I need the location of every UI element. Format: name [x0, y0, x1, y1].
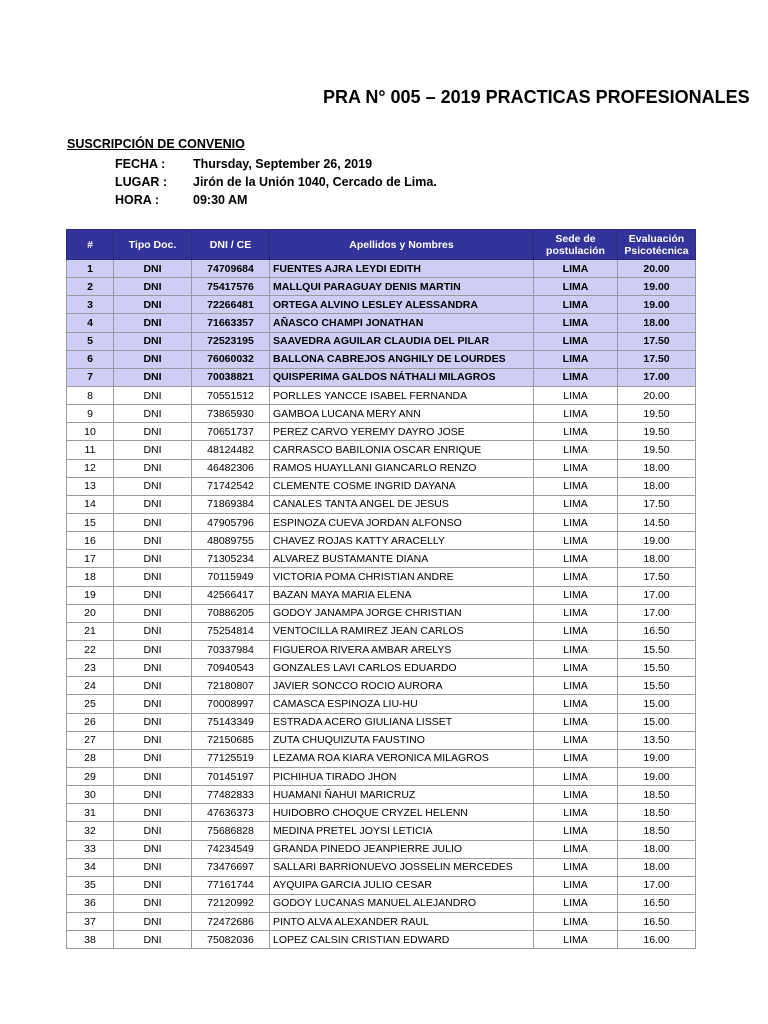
cell-dni: 70940543: [192, 659, 270, 677]
cell-dni: 71663357: [192, 314, 270, 332]
cell-number: 21: [67, 622, 114, 640]
table-row: [67, 731, 696, 749]
cell-evaluation: 16.50: [618, 894, 696, 912]
table-row: [67, 713, 696, 731]
info-fecha: [115, 155, 372, 173]
cell-evaluation: 15.50: [618, 677, 696, 695]
cell-sede: LIMA: [534, 568, 618, 586]
cell-sede: LIMA: [534, 350, 618, 368]
cell-evaluation: 16.50: [618, 913, 696, 931]
cell-dni: 70551512: [192, 386, 270, 404]
table-row: [67, 586, 696, 604]
cell-number: 7: [67, 368, 114, 386]
cell-name: JAVIER SONCCO ROCIO AURORA: [270, 677, 534, 695]
cell-name: SAAVEDRA AGUILAR CLAUDIA DEL PILAR: [270, 332, 534, 350]
cell-number: 3: [67, 296, 114, 314]
cell-doc-type: DNI: [114, 804, 192, 822]
cell-name: MALLQUI PARAGUAY DENIS MARTIN: [270, 278, 534, 296]
cell-name: BALLONA CABREJOS ANGHILY DE LOURDES: [270, 350, 534, 368]
header-number: #: [67, 230, 114, 260]
cell-doc-type: DNI: [114, 749, 192, 767]
cell-sede: LIMA: [534, 532, 618, 550]
cell-dni: 72120992: [192, 894, 270, 912]
table-row: [67, 495, 696, 513]
cell-doc-type: DNI: [114, 296, 192, 314]
table-row: [67, 894, 696, 912]
cell-doc-type: DNI: [114, 822, 192, 840]
cell-sede: LIMA: [534, 731, 618, 749]
cell-name: CHAVEZ ROJAS KATTY ARACELLY: [270, 532, 534, 550]
cell-evaluation: 19.00: [618, 767, 696, 785]
cell-dni: 72266481: [192, 296, 270, 314]
cell-doc-type: DNI: [114, 677, 192, 695]
cell-name: LEZAMA ROA KIARA VERONICA MILAGROS: [270, 749, 534, 767]
cell-name: AYQUIPA GARCIA JULIO CESAR: [270, 876, 534, 894]
cell-name: ALVAREZ BUSTAMANTE DIANA: [270, 550, 534, 568]
cell-dni: 42566417: [192, 586, 270, 604]
cell-sede: LIMA: [534, 278, 618, 296]
cell-doc-type: DNI: [114, 459, 192, 477]
cell-doc-type: DNI: [114, 350, 192, 368]
info-fecha-label: FECHA :: [115, 157, 166, 171]
cell-sede: LIMA: [534, 640, 618, 658]
table-row: [67, 568, 696, 586]
cell-evaluation: 18.00: [618, 840, 696, 858]
cell-evaluation: 16.50: [618, 622, 696, 640]
cell-number: 22: [67, 640, 114, 658]
section-heading: SUSCRIPCIÓN DE CONVENIO: [67, 137, 245, 151]
cell-evaluation: 19.00: [618, 296, 696, 314]
cell-dni: 74709684: [192, 260, 270, 278]
cell-name: FUENTES AJRA LEYDI EDITH: [270, 260, 534, 278]
cell-evaluation: 20.00: [618, 386, 696, 404]
table-row: [67, 278, 696, 296]
cell-dni: 70115949: [192, 568, 270, 586]
cell-doc-type: DNI: [114, 913, 192, 931]
cell-sede: LIMA: [534, 840, 618, 858]
cell-sede: LIMA: [534, 386, 618, 404]
cell-sede: LIMA: [534, 767, 618, 785]
cell-doc-type: DNI: [114, 278, 192, 296]
cell-name: GONZALES LAVI CARLOS EDUARDO: [270, 659, 534, 677]
cell-name: ZUTA CHUQUIZUTA FAUSTINO: [270, 731, 534, 749]
cell-number: 27: [67, 731, 114, 749]
cell-doc-type: DNI: [114, 931, 192, 949]
cell-number: 19: [67, 586, 114, 604]
cell-number: 38: [67, 931, 114, 949]
cell-name: SALLARI BARRIONUEVO JOSSELIN MERCEDES: [270, 858, 534, 876]
cell-doc-type: DNI: [114, 622, 192, 640]
cell-doc-type: DNI: [114, 368, 192, 386]
cell-dni: 75143349: [192, 713, 270, 731]
cell-doc-type: DNI: [114, 604, 192, 622]
cell-sede: LIMA: [534, 495, 618, 513]
cell-sede: LIMA: [534, 894, 618, 912]
cell-name: QUISPERIMA GALDOS NÁTHALI MILAGROS: [270, 368, 534, 386]
table-row: [67, 477, 696, 495]
table-row: [67, 913, 696, 931]
cell-name: BAZAN MAYA MARIA ELENA: [270, 586, 534, 604]
cell-doc-type: DNI: [114, 586, 192, 604]
cell-doc-type: DNI: [114, 767, 192, 785]
info-hora-value: 09:30 AM: [193, 193, 248, 207]
results-table: [66, 229, 696, 949]
cell-dni: 73865930: [192, 405, 270, 423]
cell-number: 36: [67, 894, 114, 912]
cell-evaluation: 17.00: [618, 586, 696, 604]
cell-name: GODOY JANAMPA JORGE CHRISTIAN: [270, 604, 534, 622]
table-row: [67, 677, 696, 695]
cell-sede: LIMA: [534, 659, 618, 677]
table-row: [67, 786, 696, 804]
cell-doc-type: DNI: [114, 786, 192, 804]
table-row: [67, 604, 696, 622]
table-row: [67, 368, 696, 386]
table-row: [67, 767, 696, 785]
cell-sede: LIMA: [534, 550, 618, 568]
cell-evaluation: 14.50: [618, 513, 696, 531]
cell-evaluation: 17.50: [618, 350, 696, 368]
table-row: [67, 659, 696, 677]
cell-evaluation: 19.50: [618, 423, 696, 441]
cell-number: 31: [67, 804, 114, 822]
cell-number: 24: [67, 677, 114, 695]
cell-evaluation: 17.50: [618, 332, 696, 350]
cell-doc-type: DNI: [114, 695, 192, 713]
cell-sede: LIMA: [534, 749, 618, 767]
table-row: [67, 749, 696, 767]
cell-number: 12: [67, 459, 114, 477]
cell-evaluation: 18.00: [618, 550, 696, 568]
cell-name: ORTEGA ALVINO LESLEY ALESSANDRA: [270, 296, 534, 314]
cell-number: 34: [67, 858, 114, 876]
cell-sede: LIMA: [534, 604, 618, 622]
info-fecha-value: Thursday, September 26, 2019: [193, 157, 373, 171]
cell-number: 16: [67, 532, 114, 550]
table-row: [67, 332, 696, 350]
cell-evaluation: 18.50: [618, 804, 696, 822]
cell-evaluation: 19.50: [618, 405, 696, 423]
table-row: [67, 513, 696, 531]
cell-dni: 71869384: [192, 495, 270, 513]
cell-doc-type: DNI: [114, 532, 192, 550]
cell-sede: LIMA: [534, 260, 618, 278]
cell-dni: 70651737: [192, 423, 270, 441]
cell-dni: 48124482: [192, 441, 270, 459]
info-hora-label: HORA :: [115, 193, 159, 207]
cell-evaluation: 20.00: [618, 260, 696, 278]
cell-number: 8: [67, 386, 114, 404]
cell-doc-type: DNI: [114, 423, 192, 441]
info-lugar: [115, 173, 437, 191]
cell-evaluation: 18.00: [618, 858, 696, 876]
cell-name: PORLLES YANCCE ISABEL FERNANDA: [270, 386, 534, 404]
cell-number: 23: [67, 659, 114, 677]
cell-name: HUAMANI ÑAHUI MARICRUZ: [270, 786, 534, 804]
cell-name: FIGUEROA RIVERA AMBAR ARELYS: [270, 640, 534, 658]
cell-number: 33: [67, 840, 114, 858]
cell-evaluation: 18.00: [618, 314, 696, 332]
table-row: [67, 459, 696, 477]
cell-dni: 70337984: [192, 640, 270, 658]
cell-sede: LIMA: [534, 822, 618, 840]
cell-sede: LIMA: [534, 858, 618, 876]
cell-name: RAMOS HUAYLLANI GIANCARLO RENZO: [270, 459, 534, 477]
cell-dni: 72523195: [192, 332, 270, 350]
cell-doc-type: DNI: [114, 550, 192, 568]
cell-sede: LIMA: [534, 423, 618, 441]
cell-evaluation: 19.00: [618, 278, 696, 296]
cell-number: 26: [67, 713, 114, 731]
cell-evaluation: 17.00: [618, 876, 696, 894]
cell-sede: LIMA: [534, 405, 618, 423]
table-row: [67, 350, 696, 368]
table-row: [67, 840, 696, 858]
cell-doc-type: DNI: [114, 659, 192, 677]
cell-sede: LIMA: [534, 586, 618, 604]
cell-sede: LIMA: [534, 459, 618, 477]
cell-doc-type: DNI: [114, 314, 192, 332]
cell-sede: LIMA: [534, 332, 618, 350]
cell-dni: 72150685: [192, 731, 270, 749]
cell-doc-type: DNI: [114, 858, 192, 876]
cell-dni: 73476697: [192, 858, 270, 876]
cell-name: ESTRADA ACERO GIULIANA LISSET: [270, 713, 534, 731]
cell-doc-type: DNI: [114, 840, 192, 858]
cell-number: 5: [67, 332, 114, 350]
cell-dni: 75082036: [192, 931, 270, 949]
cell-dni: 71305234: [192, 550, 270, 568]
cell-sede: LIMA: [534, 677, 618, 695]
cell-number: 18: [67, 568, 114, 586]
table-row: [67, 822, 696, 840]
table-row: [67, 695, 696, 713]
cell-number: 29: [67, 767, 114, 785]
cell-dni: 77161744: [192, 876, 270, 894]
cell-evaluation: 17.00: [618, 368, 696, 386]
cell-doc-type: DNI: [114, 405, 192, 423]
cell-sede: LIMA: [534, 296, 618, 314]
cell-sede: LIMA: [534, 368, 618, 386]
cell-evaluation: 15.50: [618, 640, 696, 658]
cell-dni: 75686828: [192, 822, 270, 840]
cell-evaluation: 17.00: [618, 604, 696, 622]
page-title: PRA N° 005 – 2019 PRACTICAS PROFESIONALES: [323, 87, 750, 107]
cell-number: 25: [67, 695, 114, 713]
cell-number: 15: [67, 513, 114, 531]
table-header-row: [67, 230, 696, 260]
cell-dni: 47636373: [192, 804, 270, 822]
table-row: [67, 386, 696, 404]
cell-evaluation: 18.00: [618, 477, 696, 495]
cell-number: 4: [67, 314, 114, 332]
cell-number: 28: [67, 749, 114, 767]
cell-number: 17: [67, 550, 114, 568]
cell-sede: LIMA: [534, 913, 618, 931]
cell-doc-type: DNI: [114, 568, 192, 586]
cell-name: HUIDOBRO CHOQUE CRYZEL HELENN: [270, 804, 534, 822]
cell-number: 30: [67, 786, 114, 804]
cell-dni: 77482833: [192, 786, 270, 804]
cell-sede: LIMA: [534, 931, 618, 949]
cell-name: CLEMENTE COSME INGRID DAYANA: [270, 477, 534, 495]
cell-doc-type: DNI: [114, 713, 192, 731]
cell-doc-type: DNI: [114, 332, 192, 350]
cell-sede: LIMA: [534, 477, 618, 495]
cell-evaluation: 15.50: [618, 659, 696, 677]
cell-number: 1: [67, 260, 114, 278]
header-sede: Sede de postulación: [534, 230, 618, 260]
cell-number: 10: [67, 423, 114, 441]
cell-evaluation: 19.50: [618, 441, 696, 459]
cell-dni: 77125519: [192, 749, 270, 767]
cell-name: PEREZ CARVO YEREMY DAYRO JOSE: [270, 423, 534, 441]
table-row: [67, 260, 696, 278]
cell-sede: LIMA: [534, 314, 618, 332]
cell-name: ESPINOZA CUEVA JORDAN ALFONSO: [270, 513, 534, 531]
info-lugar-label: LUGAR :: [115, 175, 168, 189]
header-dni: DNI / CE: [192, 230, 270, 260]
cell-name: VENTOCILLA RAMIREZ JEAN CARLOS: [270, 622, 534, 640]
cell-doc-type: DNI: [114, 495, 192, 513]
table-row: [67, 550, 696, 568]
cell-dni: 70886205: [192, 604, 270, 622]
cell-number: 11: [67, 441, 114, 459]
cell-doc-type: DNI: [114, 513, 192, 531]
cell-doc-type: DNI: [114, 260, 192, 278]
cell-name: VICTORIA POMA CHRISTIAN ANDRE: [270, 568, 534, 586]
cell-name: MEDINA PRETEL JOYSI LETICIA: [270, 822, 534, 840]
cell-name: CANALES TANTA ANGEL DE JESUS: [270, 495, 534, 513]
cell-evaluation: 17.50: [618, 495, 696, 513]
cell-doc-type: DNI: [114, 894, 192, 912]
cell-dni: 71742542: [192, 477, 270, 495]
cell-sede: LIMA: [534, 695, 618, 713]
cell-doc-type: DNI: [114, 441, 192, 459]
cell-dni: 72180807: [192, 677, 270, 695]
header-evaluation: Evaluación Psicotécnica: [618, 230, 696, 260]
cell-evaluation: 17.50: [618, 568, 696, 586]
cell-evaluation: 16.00: [618, 931, 696, 949]
cell-sede: LIMA: [534, 441, 618, 459]
table-row: [67, 314, 696, 332]
cell-name: AÑASCO CHAMPI JONATHAN: [270, 314, 534, 332]
cell-name: GRANDA PINEDO JEANPIERRE JULIO: [270, 840, 534, 858]
cell-sede: LIMA: [534, 513, 618, 531]
cell-number: 35: [67, 876, 114, 894]
cell-doc-type: DNI: [114, 477, 192, 495]
header-doc-type: Tipo Doc.: [114, 230, 192, 260]
cell-number: 6: [67, 350, 114, 368]
table-row: [67, 876, 696, 894]
cell-doc-type: DNI: [114, 731, 192, 749]
cell-number: 37: [67, 913, 114, 931]
cell-name: CAMASCA ESPINOZA LIU-HU: [270, 695, 534, 713]
table-row: [67, 858, 696, 876]
table-body: [67, 260, 696, 949]
cell-evaluation: 18.50: [618, 786, 696, 804]
info-lugar-value: Jirón de la Unión 1040, Cercado de Lima.: [193, 175, 437, 189]
table-row: [67, 640, 696, 658]
cell-doc-type: DNI: [114, 640, 192, 658]
cell-evaluation: 15.00: [618, 695, 696, 713]
cell-number: 2: [67, 278, 114, 296]
cell-number: 32: [67, 822, 114, 840]
cell-number: 13: [67, 477, 114, 495]
cell-dni: 70145197: [192, 767, 270, 785]
cell-doc-type: DNI: [114, 876, 192, 894]
cell-dni: 75254814: [192, 622, 270, 640]
table-row: [67, 296, 696, 314]
info-hora: [115, 191, 247, 209]
cell-dni: 75417576: [192, 278, 270, 296]
cell-evaluation: 15.00: [618, 713, 696, 731]
cell-doc-type: DNI: [114, 386, 192, 404]
cell-dni: 70038821: [192, 368, 270, 386]
cell-evaluation: 19.00: [618, 749, 696, 767]
cell-dni: 48089755: [192, 532, 270, 550]
table-row: [67, 532, 696, 550]
cell-dni: 46482306: [192, 459, 270, 477]
cell-name: GAMBOA LUCANA MERY ANN: [270, 405, 534, 423]
cell-dni: 70008997: [192, 695, 270, 713]
table-row: [67, 405, 696, 423]
cell-sede: LIMA: [534, 622, 618, 640]
cell-sede: LIMA: [534, 713, 618, 731]
cell-evaluation: 19.00: [618, 532, 696, 550]
cell-name: CARRASCO BABILONIA OSCAR ENRIQUE: [270, 441, 534, 459]
cell-evaluation: 13.50: [618, 731, 696, 749]
cell-dni: 74234549: [192, 840, 270, 858]
cell-sede: LIMA: [534, 804, 618, 822]
cell-number: 20: [67, 604, 114, 622]
table-row: [67, 622, 696, 640]
cell-name: PINTO ALVA ALEXANDER RAUL: [270, 913, 534, 931]
cell-dni: 76060032: [192, 350, 270, 368]
cell-dni: 47905796: [192, 513, 270, 531]
table-row: [67, 804, 696, 822]
cell-name: LOPEZ CALSIN CRISTIAN EDWARD: [270, 931, 534, 949]
header-names: Apellidos y Nombres: [270, 230, 534, 260]
cell-sede: LIMA: [534, 786, 618, 804]
cell-evaluation: 18.00: [618, 459, 696, 477]
table-row: [67, 931, 696, 949]
cell-name: PICHIHUA TIRADO JHON: [270, 767, 534, 785]
cell-dni: 72472686: [192, 913, 270, 931]
cell-number: 14: [67, 495, 114, 513]
cell-name: GODOY LUCANAS MANUEL ALEJANDRO: [270, 894, 534, 912]
cell-number: 9: [67, 405, 114, 423]
cell-evaluation: 18.50: [618, 822, 696, 840]
cell-sede: LIMA: [534, 876, 618, 894]
table-row: [67, 441, 696, 459]
table-row: [67, 423, 696, 441]
